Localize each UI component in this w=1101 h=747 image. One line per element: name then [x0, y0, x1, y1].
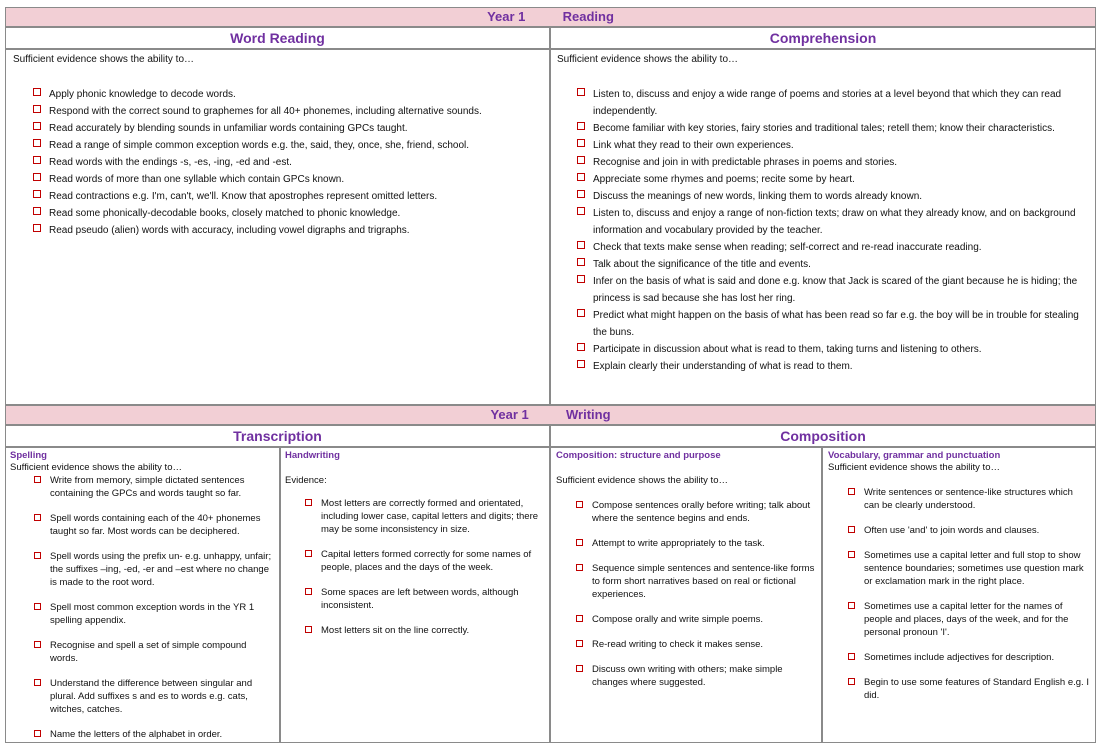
checkbox-icon[interactable] — [577, 275, 585, 283]
checkbox-icon[interactable] — [576, 564, 583, 571]
checkbox-icon[interactable] — [576, 539, 583, 546]
checkbox-icon[interactable] — [577, 173, 585, 181]
list-item: Write sentences or sentence-like structures which can be clearly understood. — [848, 486, 1090, 512]
list-item: Name the letters of the alphabet in order. — [34, 728, 275, 741]
list-item: Re-read writing to check it makes sense. — [576, 638, 816, 651]
checkbox-icon[interactable] — [34, 641, 41, 648]
checkbox-icon[interactable] — [577, 190, 585, 198]
list-item: Spell words containing each of the 40+ phonemes taught so far. Most words can be deciphered. — [34, 512, 275, 538]
checkbox-icon[interactable] — [33, 88, 41, 96]
list-item: Some spaces are left between words, although inconsistent. — [305, 586, 545, 612]
reading-subject: Reading — [562, 9, 614, 24]
comprehension-list — [577, 86, 1089, 375]
checkbox-icon[interactable] — [305, 626, 312, 633]
list-item: Sometimes use a capital letter for the names of people and places, days of the week, and for the personal pronoun 'I'. — [848, 600, 1090, 639]
list-item: Listen to, discuss and enjoy a range of non-fiction texts; draw on what they already know, and on background information and vocabulary provided by the teacher. — [577, 205, 1089, 239]
list-item: Infer on the basis of what is said and done e.g. know that Jack is scared of the giant because he is hiding; the princess is sad because she has lost her ring. — [577, 273, 1089, 307]
checkbox-icon[interactable] — [33, 156, 41, 164]
list-item: Compose sentences orally before writing; talk about where the sentence begins and ends. — [576, 499, 816, 525]
list-item: Discuss own writing with others; make simple changes where suggested. — [576, 663, 816, 689]
list-item: Most letters sit on the line correctly. — [305, 624, 545, 637]
list-item: Link what they read to their own experiences. — [577, 137, 1089, 154]
checkbox-icon[interactable] — [33, 190, 41, 198]
list-item: Appreciate some rhymes and poems; recite some by heart. — [577, 171, 1089, 188]
checkbox-icon[interactable] — [576, 640, 583, 647]
list-item: Understand the difference between singular and plural. Add suffixes s and es to words e.g. cats, witches, catches. — [34, 677, 275, 716]
composition-title: Composition — [550, 425, 1096, 447]
list-item: Read contractions e.g. I'm, can't, we'll. Know that apostrophes represent omitted letters. — [33, 188, 542, 205]
checkbox-icon[interactable] — [577, 139, 585, 147]
list-item: Discuss the meanings of new words, linking them to words already known. — [577, 188, 1089, 205]
list-item: Often use 'and' to join words and clauses. — [848, 524, 1090, 537]
vgp-intro: Sufficient evidence shows the ability to… — [828, 462, 1000, 473]
checkbox-icon[interactable] — [848, 653, 855, 660]
list-item: Apply phonic knowledge to decode words. — [33, 86, 542, 103]
checkbox-icon[interactable] — [577, 207, 585, 215]
checkbox-icon[interactable] — [577, 156, 585, 164]
reading-year: Year 1 — [487, 9, 526, 24]
list-item: Spell words using the prefix un- e.g. unhappy, unfair; the suffixes –ing, -ed, -er and –est where no change is made to the root word. — [34, 550, 275, 589]
list-item: Begin to use some features of Standard English e.g. I did. — [848, 676, 1090, 702]
list-item: Sometimes include adjectives for description. — [848, 651, 1090, 664]
comprehension-panel — [550, 49, 1096, 405]
checkbox-icon[interactable] — [33, 173, 41, 181]
list-item: Check that texts make sense when reading; self-correct and re-read inaccurate reading. — [577, 239, 1089, 256]
word-reading-panel — [5, 49, 550, 405]
list-item: Read a range of simple common exception words e.g. the, said, they, once, she, friend, school. — [33, 137, 542, 154]
vgp-list — [848, 486, 1090, 702]
checkbox-icon[interactable] — [34, 603, 41, 610]
comprehension-title: Comprehension — [550, 27, 1096, 49]
list-item: Read accurately by blending sounds in unfamiliar words containing GPCs taught. — [33, 120, 542, 137]
word-reading-intro: Sufficient evidence shows the ability to… — [13, 54, 195, 65]
list-item: Read words of more than one syllable which contain GPCs known. — [33, 171, 542, 188]
structure-intro: Sufficient evidence shows the ability to… — [556, 475, 728, 486]
structure-list — [576, 499, 816, 689]
transcription-title: Transcription — [5, 425, 550, 447]
checkbox-icon[interactable] — [576, 501, 583, 508]
comprehension-intro: Sufficient evidence shows the ability to… — [557, 54, 739, 65]
list-item: Capital letters formed correctly for some names of people, places and the days of the week. — [305, 548, 545, 574]
list-item: Participate in discussion about what is read to them, taking turns and listening to others. — [577, 341, 1089, 358]
list-item: Respond with the correct sound to graphemes for all 40+ phonemes, including alternative sounds. — [33, 103, 542, 120]
list-item: Predict what might happen on the basis of what has been read so far e.g. the boy will be in trouble for stealing the buns. — [577, 307, 1089, 341]
checkbox-icon[interactable] — [34, 679, 41, 686]
list-item: Compose orally and write simple poems. — [576, 613, 816, 626]
checkbox-icon[interactable] — [33, 122, 41, 130]
list-item: Read words with the endings -s, -es, -ing, -ed and -est. — [33, 154, 542, 171]
checkbox-icon[interactable] — [34, 514, 41, 521]
checkbox-icon[interactable] — [33, 139, 41, 147]
handwriting-list — [305, 497, 545, 637]
checkbox-icon[interactable] — [848, 551, 855, 558]
spelling-heading: Spelling — [10, 450, 47, 461]
writing-year: Year 1 — [490, 407, 529, 422]
checkbox-icon[interactable] — [577, 122, 585, 130]
reading-band — [5, 7, 1096, 27]
list-item: Recognise and spell a set of simple compound words. — [34, 639, 275, 665]
checkbox-icon[interactable] — [848, 678, 855, 685]
checkbox-icon[interactable] — [305, 550, 312, 557]
handwriting-intro: Evidence: — [285, 475, 327, 486]
list-item: Write from memory, simple dictated sentences containing the GPCs and words taught so far. — [34, 474, 275, 500]
list-item: Talk about the significance of the title and events. — [577, 256, 1089, 273]
checkbox-icon[interactable] — [577, 258, 585, 266]
writing-band — [5, 405, 1096, 425]
vgp-heading: Vocabulary, grammar and punctuation — [828, 450, 1001, 461]
spelling-list — [34, 474, 275, 741]
handwriting-heading: Handwriting — [285, 450, 340, 461]
list-item: Become familiar with key stories, fairy stories and traditional tales; retell them; know their characteristics. — [577, 120, 1089, 137]
checkbox-icon[interactable] — [848, 602, 855, 609]
checkbox-icon[interactable] — [848, 526, 855, 533]
list-item: Sequence simple sentences and sentence-like forms to form short narratives based on real or fictional experiences. — [576, 562, 816, 601]
list-item: Attempt to write appropriately to the task. — [576, 537, 816, 550]
word-reading-list — [33, 86, 542, 239]
word-reading-title: Word Reading — [5, 27, 550, 49]
list-item: Read some phonically-decodable books, closely matched to phonic knowledge. — [33, 205, 542, 222]
checkbox-icon[interactable] — [33, 224, 41, 232]
checkbox-icon[interactable] — [576, 665, 583, 672]
checkbox-icon[interactable] — [33, 105, 41, 113]
list-item: Most letters are correctly formed and orientated, including lower case, capital letters and digits; there may be some inconsistency in size. — [305, 497, 545, 536]
list-item: Read pseudo (alien) words with accuracy, including vowel digraphs and trigraphs. — [33, 222, 542, 239]
checkbox-icon[interactable] — [577, 88, 585, 96]
checkbox-icon[interactable] — [33, 207, 41, 215]
structure-panel — [550, 447, 822, 743]
structure-heading: Composition: structure and purpose — [556, 450, 721, 461]
list-item: Recognise and join in with predictable phrases in poems and stories. — [577, 154, 1089, 171]
handwriting-panel — [280, 447, 550, 743]
checkbox-icon[interactable] — [576, 615, 583, 622]
checkbox-icon[interactable] — [305, 499, 312, 506]
list-item: Explain clearly their understanding of what is read to them. — [577, 358, 1089, 375]
checkbox-icon[interactable] — [34, 730, 41, 737]
checkbox-icon[interactable] — [305, 588, 312, 595]
checkbox-icon[interactable] — [34, 552, 41, 559]
list-item: Listen to, discuss and enjoy a wide range of poems and stories at a level beyond that which they can read independently. — [577, 86, 1089, 120]
writing-subject: Writing — [566, 407, 611, 422]
vgp-panel — [822, 447, 1096, 743]
checkbox-icon[interactable] — [577, 309, 585, 317]
spelling-panel — [5, 447, 280, 743]
checkbox-icon[interactable] — [577, 360, 585, 368]
list-item: Sometimes use a capital letter and full stop to show sentence boundaries; sometimes use question mark or exclamation mark in the right place. — [848, 549, 1090, 588]
list-item: Spell most common exception words in the YR 1 spelling appendix. — [34, 601, 275, 627]
checkbox-icon[interactable] — [34, 476, 41, 483]
checkbox-icon[interactable] — [848, 488, 855, 495]
checkbox-icon[interactable] — [577, 343, 585, 351]
spelling-intro: Sufficient evidence shows the ability to… — [10, 462, 182, 473]
checkbox-icon[interactable] — [577, 241, 585, 249]
